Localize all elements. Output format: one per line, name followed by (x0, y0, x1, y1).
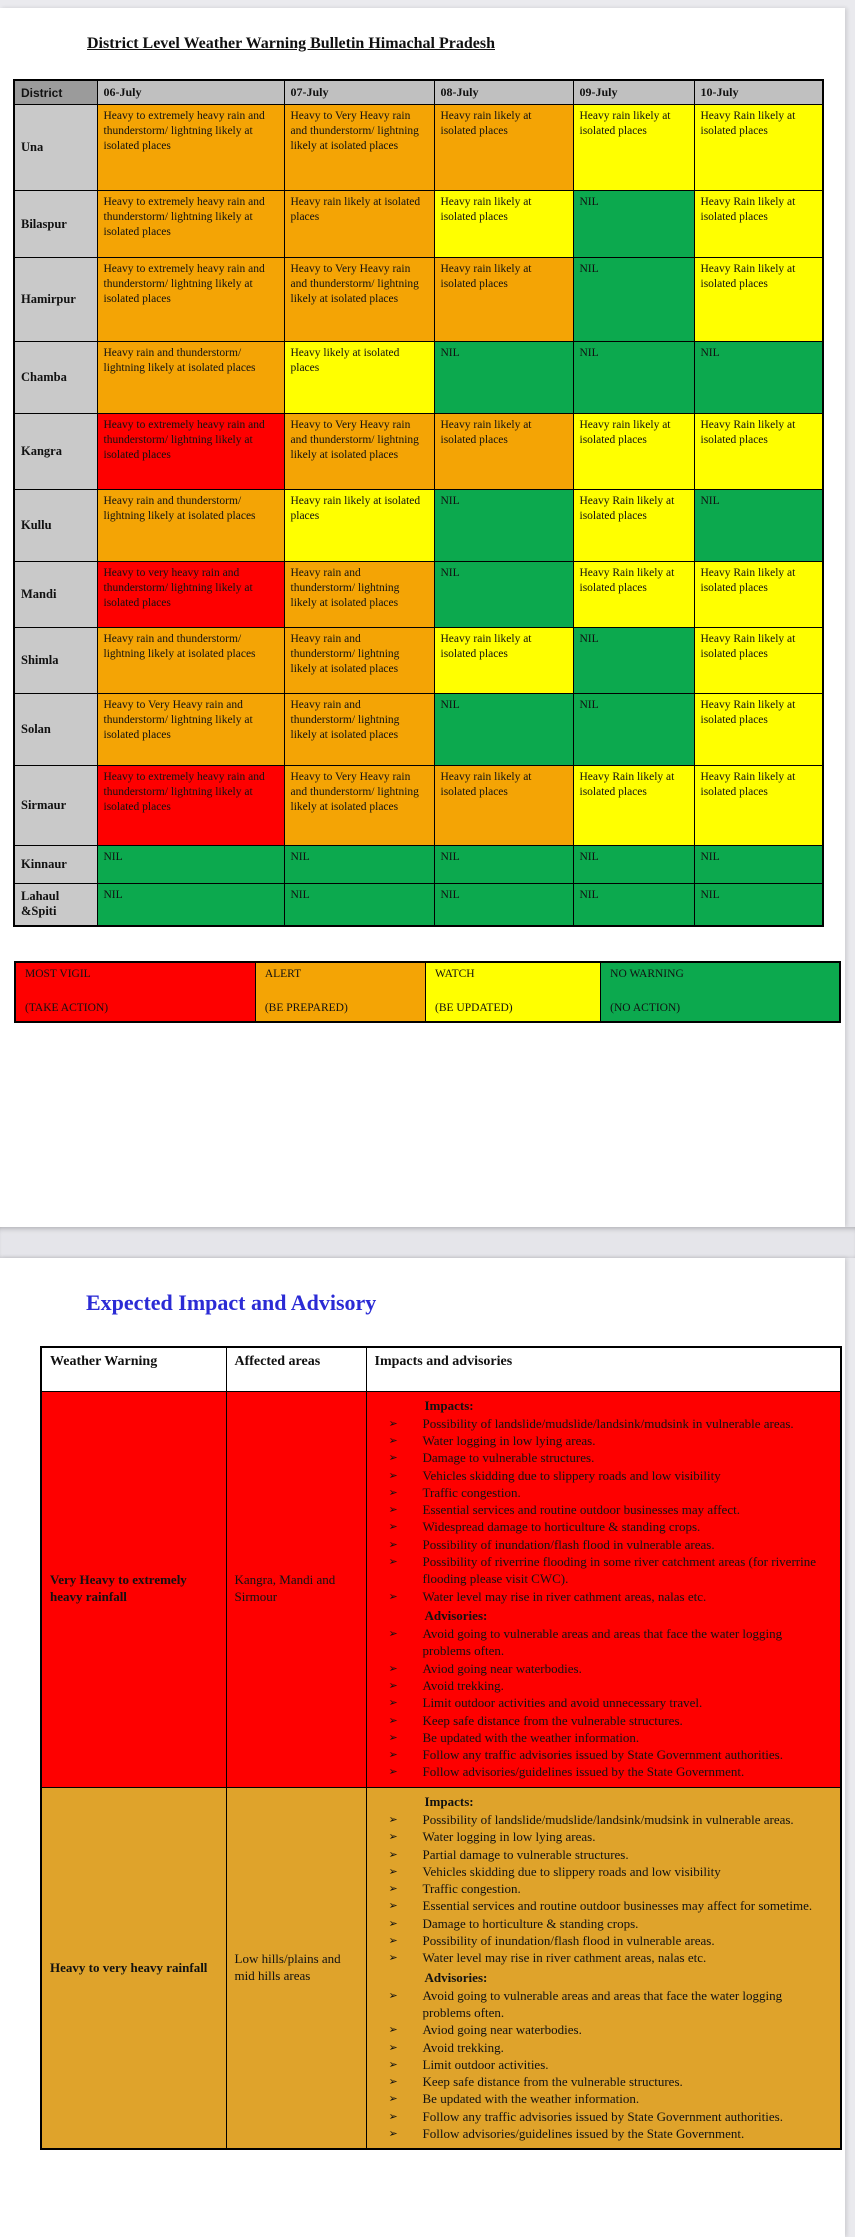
arrow-bullet-icon: ➢ (388, 2024, 398, 2037)
warning-table-row (14, 766, 823, 846)
weather-warning-cell: Heavy to very heavy rainfall (41, 1787, 226, 2149)
arrow-bullet-icon: ➢ (388, 1731, 398, 1744)
arrow-bullet-icon: ➢ (388, 2058, 398, 2071)
warning-cell: Heavy to extremely heavy rain and thunderstorm/ lightning likely at isolated places (97, 414, 284, 490)
arrow-bullet-icon: ➢ (388, 1848, 398, 1861)
legend-item (16, 963, 256, 1021)
arrow-bullet-icon: ➢ (388, 1865, 398, 1878)
warning-cell: Heavy to extremely heavy rain and thunderstorm/ lightning likely at isolated places (97, 105, 284, 191)
impact-table (40, 1346, 842, 2150)
district-cell: Kullu (14, 490, 97, 562)
bullet-text: Aviod going near waterbodies. (422, 2022, 582, 2038)
arrow-bullet-icon: ➢ (388, 1831, 398, 1844)
warning-cell: Heavy to extremely heavy rain and thunderstorm/ lightning likely at isolated places (97, 766, 284, 846)
bullet-text: Traffic congestion. (422, 1881, 521, 1897)
arrow-bullet-icon: ➢ (388, 1662, 398, 1675)
warning-cell: Heavy rain likely at isolated places (434, 628, 573, 694)
warning-table-row (14, 258, 823, 342)
warning-cell: NIL (573, 191, 694, 258)
impact-item (367, 1863, 837, 1880)
impact-item (367, 1484, 837, 1501)
warning-cell: Heavy rain and thunderstorm/ lightning likely at isolated places (97, 628, 284, 694)
warning-bulletin-page (0, 8, 845, 1227)
impact-item (367, 1932, 837, 1949)
warning-cell: Heavy Rain likely at isolated places (694, 694, 823, 766)
warning-table-date-header: 07-July (284, 80, 434, 105)
arrow-bullet-icon: ➢ (388, 2128, 398, 2141)
district-cell: Una (14, 105, 97, 191)
bullet-text: Widespread damage to horticulture & standing crops. (422, 1519, 701, 1535)
bullet-text: Water level may rise in river cathment areas, nalas etc. (422, 1588, 707, 1604)
advisory-item (367, 1660, 837, 1677)
advisory-item (367, 1987, 837, 2022)
bullet-text: Traffic congestion. (422, 1484, 521, 1500)
warning-cell: Heavy rain likely at isolated places (434, 105, 573, 191)
legend-item (426, 963, 601, 1021)
impact-table-header-cell: Impacts and advisories (366, 1347, 841, 1391)
warning-cell: Heavy Rain likely at isolated places (694, 105, 823, 191)
bullet-text: Possibility of landslide/mudslide/landsink/mudsink in vulnerable areas. (422, 1415, 794, 1431)
warning-table-row (14, 628, 823, 694)
warning-cell: Heavy rain likely at isolated places (284, 191, 434, 258)
impact-item (367, 1880, 837, 1897)
legend-item (601, 963, 839, 1021)
warning-cell: Heavy Rain likely at isolated places (694, 766, 823, 846)
bullet-text: Follow any traffic advisories issued by State Government authorities. (422, 1747, 783, 1763)
bullet-text: Keep safe distance from the vulnerable structures. (422, 2074, 683, 2090)
impact-table-header-cell: Affected areas (226, 1347, 366, 1391)
impact-item (367, 1588, 837, 1605)
advisory-item (367, 2039, 837, 2056)
bullet-text: Water logging in low lying areas. (422, 1433, 596, 1449)
bullet-text: Possibility of landslide/mudslide/landsink/mudsink in vulnerable areas. (422, 1811, 794, 1827)
warning-cell: NIL (284, 846, 434, 884)
warning-cell: Heavy to very heavy rain and thunderstorm/ lightning likely at isolated places (97, 562, 284, 628)
bullet-text: Partial damage to vulnerable structures. (422, 1846, 629, 1862)
impact-item (367, 1501, 837, 1518)
bullet-text: Avoid going to vulnerable areas and areas that face the water logging problems often. (422, 1626, 783, 1659)
arrow-bullet-icon: ➢ (388, 1766, 398, 1779)
impact-item (367, 1811, 837, 1828)
arrow-bullet-icon: ➢ (388, 1556, 398, 1569)
impact-table-header-row (41, 1347, 841, 1391)
impacts-advisories-cell (366, 1787, 841, 2149)
impact-advisory-page (0, 1258, 845, 2237)
warning-cell: Heavy to Very Heavy rain and thunderstorm/ lightning likely at isolated places (284, 105, 434, 191)
bulletin-title: District Level Weather Warning Bulletin Himachal Pradesh (87, 35, 495, 52)
warning-cell: NIL (284, 884, 434, 926)
affected-areas-cell: Low hills/plains and mid hills areas (226, 1787, 366, 2149)
bullet-text: Water level may rise in river cathment areas, nalas etc. (422, 1950, 707, 1966)
warning-cell: Heavy rain and thunderstorm/ lightning likely at isolated places (97, 342, 284, 414)
warning-cell: Heavy rain likely at isolated places (573, 105, 694, 191)
weather-warning-cell: Very Heavy to extremely heavy rainfall (41, 1391, 226, 1787)
advisory-item (367, 2125, 837, 2142)
bullet-text: Avoid trekking. (422, 1678, 504, 1693)
warning-cell: Heavy to extremely heavy rain and thunderstorm/ lightning likely at isolated places (97, 258, 284, 342)
district-cell: Hamirpur (14, 258, 97, 342)
warning-cell: Heavy rain likely at isolated places (434, 191, 573, 258)
impact-item (367, 1449, 837, 1466)
district-cell: Solan (14, 694, 97, 766)
bullet-text: Damage to horticulture & standing crops. (422, 1915, 639, 1931)
arrow-bullet-icon: ➢ (388, 1989, 398, 2002)
legend-subtitle: (BE PREPARED) (264, 1001, 348, 1014)
arrow-bullet-icon: ➢ (388, 1900, 398, 1913)
warning-cell: NIL (573, 694, 694, 766)
warning-cell: NIL (694, 846, 823, 884)
arrow-bullet-icon: ➢ (388, 2110, 398, 2123)
warning-cell: NIL (694, 342, 823, 414)
impact-item (367, 1828, 837, 1845)
arrow-bullet-icon: ➢ (388, 1749, 398, 1762)
district-cell: Chamba (14, 342, 97, 414)
arrow-bullet-icon: ➢ (388, 1452, 398, 1465)
warning-cell: Heavy Rain likely at isolated places (694, 258, 823, 342)
impacts-label: Impacts: (424, 1793, 474, 1809)
district-cell: Kangra (14, 414, 97, 490)
warning-cell: Heavy to Very Heavy rain and thunderstorm/ lightning likely at isolated places (284, 258, 434, 342)
warning-cell: NIL (434, 694, 573, 766)
warning-table (13, 79, 824, 927)
warning-cell: NIL (573, 258, 694, 342)
advisory-item (367, 1729, 837, 1746)
warning-cell: Heavy rain likely at isolated places (284, 490, 434, 562)
bullet-text: Vehicles skidding due to slippery roads and low visibility (422, 1467, 721, 1483)
bullet-text: Avoid trekking. (422, 2039, 504, 2055)
impact-item (367, 1897, 837, 1914)
arrow-bullet-icon: ➢ (388, 1680, 398, 1692)
bullet-text: Be updated with the weather information. (422, 2091, 640, 2107)
impacts-advisories-cell (366, 1391, 841, 1787)
warning-cell: NIL (694, 490, 823, 562)
bullet-text: Essential services and routine outdoor businesses may affect. (422, 1502, 740, 1518)
warning-cell: Heavy rain likely at isolated places (573, 414, 694, 490)
warning-table-date-header: 06-July (97, 80, 284, 105)
bullet-text: Vehicles skidding due to slippery roads and low visibility (422, 1863, 721, 1879)
advisory-item (367, 1712, 837, 1729)
bullet-text: Possibility of inundation/flash flood in vulnerable areas. (422, 1932, 715, 1948)
bullet-text: Be updated with the weather information. (422, 1729, 640, 1745)
district-cell: Mandi (14, 562, 97, 628)
arrow-bullet-icon: ➢ (388, 1469, 398, 1482)
impact-table-header-cell: Weather Warning (41, 1347, 226, 1391)
bullet-text: Possibility of inundation/flash flood in vulnerable areas. (422, 1536, 715, 1552)
warning-table-row (14, 846, 823, 884)
advisory-item (367, 1694, 837, 1711)
district-cell: Bilaspur (14, 191, 97, 258)
warning-cell: Heavy rain likely at isolated places (434, 414, 573, 490)
arrow-bullet-icon: ➢ (388, 1952, 398, 1965)
warning-table-row (14, 490, 823, 562)
bullet-text: Damage to vulnerable structures. (422, 1450, 595, 1466)
impact-advisory-title: Expected Impact and Advisory (86, 1290, 377, 1315)
legend-title: NO WARNING (610, 967, 684, 980)
impact-item (367, 1415, 837, 1432)
arrow-bullet-icon: ➢ (388, 2076, 398, 2089)
advisories-label: Advisories: (424, 1607, 488, 1623)
warning-table-row (14, 105, 823, 191)
warning-cell: Heavy to extremely heavy rain and thunderstorm/ lightning likely at isolated places (97, 191, 284, 258)
warning-cell: Heavy Rain likely at isolated places (694, 191, 823, 258)
warning-cell: Heavy Rain likely at isolated places (694, 414, 823, 490)
impact-table-row (41, 1391, 841, 1787)
arrow-bullet-icon: ➢ (388, 1504, 398, 1517)
warning-table-header-row (14, 80, 823, 105)
warning-cell: NIL (97, 846, 284, 884)
warning-table-row (14, 562, 823, 628)
page-separator (0, 1227, 855, 1258)
warning-cell: NIL (434, 490, 573, 562)
arrow-bullet-icon: ➢ (388, 1417, 398, 1430)
warning-cell: NIL (434, 884, 573, 926)
impact-item (367, 1432, 837, 1449)
warning-cell: Heavy to Very Heavy rain and thunderstorm/ lightning likely at isolated places (284, 414, 434, 490)
district-cell: Sirmaur (14, 766, 97, 846)
advisory-item (367, 1625, 837, 1660)
arrow-bullet-icon: ➢ (388, 1538, 398, 1551)
warning-cell: Heavy to Very Heavy rain and thunderstorm/ lightning likely at isolated places (284, 766, 434, 846)
arrow-bullet-icon: ➢ (388, 1435, 398, 1448)
legend-subtitle: (BE UPDATED) (435, 1001, 513, 1014)
arrow-bullet-icon: ➢ (388, 1883, 398, 1896)
legend-subtitle: (TAKE ACTION) (25, 1001, 109, 1014)
warning-table-row (14, 414, 823, 490)
bullet-text: Essential services and routine outdoor businesses may affect for sometime. (422, 1898, 813, 1914)
warning-table-row (14, 342, 823, 414)
bullet-text: Follow advisories/guidelines issued by the State Government. (422, 1764, 745, 1780)
warning-table-date-header: 10-July (694, 80, 823, 105)
warning-table-row (14, 884, 823, 926)
arrow-bullet-icon: ➢ (388, 1697, 398, 1710)
impact-item (367, 1949, 837, 1966)
impact-item (367, 1518, 837, 1535)
warning-cell: NIL (573, 342, 694, 414)
warning-cell: Heavy rain likely at isolated places (434, 258, 573, 342)
arrow-bullet-icon: ➢ (388, 1628, 398, 1641)
bullet-text: Possibility of riverrine flooding in some river catchment areas (for riverrine flooding please visit CWC). (422, 1554, 816, 1587)
advisory-item (367, 2090, 837, 2107)
district-cell: Kinnaur (14, 846, 97, 884)
bullet-text: Follow advisories/guidelines issued by the State Government. (422, 2126, 745, 2142)
warning-cell: NIL (573, 846, 694, 884)
legend-title: WATCH (435, 967, 475, 980)
impact-item (367, 1467, 837, 1484)
warning-cell: Heavy rain and thunderstorm/ lightning likely at isolated places (97, 490, 284, 562)
warning-table-row (14, 694, 823, 766)
legend-title: MOST VIGIL (25, 967, 91, 980)
bullet-text: Water logging in low lying areas. (422, 1829, 596, 1845)
warning-cell: Heavy Rain likely at isolated places (573, 766, 694, 846)
warning-cell: NIL (573, 628, 694, 694)
bullet-text: Follow any traffic advisories issued by State Government authorities. (422, 2108, 783, 2124)
impact-item (367, 1553, 837, 1588)
advisories-label: Advisories: (424, 1969, 488, 1985)
warning-cell: Heavy Rain likely at isolated places (573, 562, 694, 628)
arrow-bullet-icon: ➢ (388, 1486, 398, 1499)
warning-table-district-header: District (14, 80, 97, 105)
advisory-item (367, 1677, 837, 1694)
warning-cell: Heavy rain and thunderstorm/ lightning likely at isolated places (284, 562, 434, 628)
warning-cell: Heavy rain and thunderstorm/ lightning likely at isolated places (284, 628, 434, 694)
warning-cell: NIL (694, 884, 823, 926)
warning-cell: NIL (434, 342, 573, 414)
warning-table-date-header: 09-July (573, 80, 694, 105)
impact-item (367, 1846, 837, 1863)
impacts-label: Impacts: (424, 1397, 474, 1413)
advisory-item (367, 2108, 837, 2125)
district-cell: Lahaul &Spiti (14, 884, 97, 926)
arrow-bullet-icon: ➢ (388, 1934, 398, 1947)
warning-cell: NIL (434, 562, 573, 628)
arrow-bullet-icon: ➢ (388, 2093, 398, 2106)
arrow-bullet-icon: ➢ (388, 1917, 398, 1930)
arrow-bullet-icon: ➢ (388, 1813, 398, 1826)
legend-item (256, 963, 426, 1021)
legend-title: ALERT (264, 967, 302, 980)
advisory-item (367, 1763, 837, 1780)
warning-cell: NIL (573, 884, 694, 926)
arrow-bullet-icon: ➢ (388, 2041, 398, 2054)
affected-areas-cell: Kangra, Mandi and Sirmour (226, 1391, 366, 1787)
arrow-bullet-icon: ➢ (388, 1590, 398, 1603)
impact-item (367, 1536, 837, 1553)
arrow-bullet-icon: ➢ (388, 1521, 398, 1534)
warning-legend (14, 961, 841, 1023)
warning-cell: Heavy likely at isolated places (284, 342, 434, 414)
warning-table-row (14, 191, 823, 258)
warning-cell: Heavy to Very Heavy rain and thunderstorm/ lightning likely at isolated places (97, 694, 284, 766)
advisory-item (367, 2056, 837, 2073)
warning-table-date-header: 08-July (434, 80, 573, 105)
warning-cell: NIL (434, 846, 573, 884)
impact-item (367, 1915, 837, 1932)
legend-subtitle: (NO ACTION) (610, 1001, 681, 1014)
warning-cell: NIL (97, 884, 284, 926)
district-cell: Shimla (14, 628, 97, 694)
arrow-bullet-icon: ➢ (388, 1714, 398, 1727)
bullet-text: Limit outdoor activities and avoid unnecessary travel. (422, 1695, 703, 1711)
warning-cell: Heavy Rain likely at isolated places (694, 628, 823, 694)
warning-cell: Heavy Rain likely at isolated places (573, 490, 694, 562)
impact-table-row (41, 1787, 841, 2149)
warning-cell: Heavy rain likely at isolated places (434, 766, 573, 846)
advisory-item (367, 2021, 837, 2038)
warning-cell: Heavy Rain likely at isolated places (694, 562, 823, 628)
advisory-item (367, 1746, 837, 1763)
bullet-text: Aviod going near waterbodies. (422, 1660, 582, 1676)
bullet-text: Limit outdoor activities. (422, 2056, 549, 2072)
bullet-text: Avoid going to vulnerable areas and areas that face the water logging problems often. (422, 1987, 783, 2021)
bullet-text: Keep safe distance from the vulnerable structures. (422, 1712, 683, 1728)
warning-cell: Heavy rain and thunderstorm/ lightning likely at isolated places (284, 694, 434, 766)
advisory-item (367, 2073, 837, 2090)
